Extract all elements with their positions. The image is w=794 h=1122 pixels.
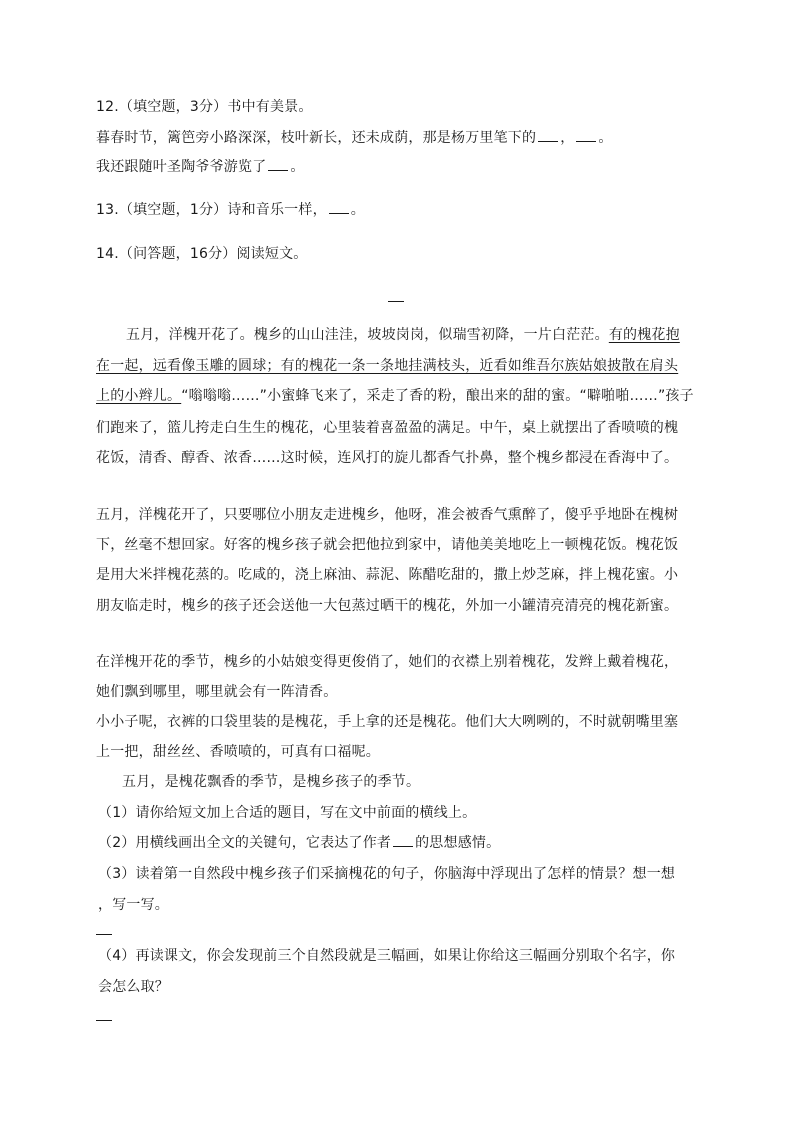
question-12-header: 12.（填空题，3分）书中有美景。	[96, 99, 313, 115]
passage-p1-line-1	[126, 325, 680, 345]
punctuation: ，	[560, 130, 575, 146]
answer-blank[interactable]	[268, 158, 288, 171]
passage-p4-line-1: 小小子呢，衣裤的口袋里装的是槐花，手上拿的还是槐花。他们大大咧咧的，不时就朝嘴里塞	[96, 714, 679, 730]
passage-p2-line-4: 朋友临走时，槐乡的孩子还会送他一大包蒸过晒干的槐花，外加一小罐清亮清亮的槐花新蜜。	[96, 598, 679, 614]
passage-p1-line-5: 花饭，清香、醇香、浓香……这时候，连风打的旋儿都香气扑鼻，整个槐乡都浸在香海中了。	[96, 450, 679, 466]
answer-blank[interactable]	[329, 201, 349, 214]
passage-p2-line-2: 下，丝毫不想回家。好客的槐乡孩子就会把他拉到家中，请他美美地吃上一顿槐花饭。槐花饭	[96, 537, 679, 553]
passage-p2-line-1: 五月，洋槐花开了，只要哪位小朋友走进槐乡，他呀，准会被香气熏醉了，傻乎乎地卧在槐树	[96, 507, 679, 523]
passage-p2-line-3: 是用大米拌槐花蒸的。吃咸的，浇上麻油、蒜泥、陈醋吃甜的，撒上炒芝麻，拌上槐花蜜。小	[96, 567, 679, 583]
passage-text: 五月，洋槐开花了。槐乡的山山洼洼，坡坡岗岗，似瑞雪初降，一片白茫茫。	[126, 327, 609, 343]
sub-question-3-line-2: ，写一写。	[98, 897, 169, 913]
question-14-header: 14.（问答题，16分）阅读短文。	[96, 246, 308, 262]
underlined-sentence: 有的槐花抱	[608, 327, 680, 343]
question-12-line-2-text: 我还跟随叶圣陶爷爷游览了	[96, 159, 267, 175]
answer-blank[interactable]	[538, 129, 558, 142]
sub-question-1: （1）请你给短文加上合适的题目，写在文中前面的横线上。	[98, 805, 477, 821]
answer-blank[interactable]	[576, 129, 596, 142]
sub-question-2-text: （2）用横线画出全文的关键句，它表达了作者	[98, 835, 392, 851]
punctuation: 。	[350, 202, 365, 218]
passage-text: “嗡嗡嗡……”小蜜蜂飞来了，采走了香的粉，酿出来的甜的蜜。“噼啪啪……”孩子	[181, 388, 694, 404]
answer-blank[interactable]	[393, 834, 413, 847]
title-blank[interactable]	[388, 301, 404, 302]
sub-question-2-text-end: 的思想感情。	[415, 835, 501, 851]
sub-question-3-line-1: （3）读着第一自然段中槐乡孩子们采摘槐花的句子，你脑海中浮现出了怎样的情景？想一想	[98, 866, 676, 882]
passage-p1-line-4: 们跑来了，篮儿挎走白生生的槐花，心里装着喜盈盈的满足。中午，桌上就摆出了香喷喷的槐	[96, 420, 679, 436]
passage-p4-line-2: 上一把，甜丝丝、香喷喷的，可真有口福呢。	[96, 744, 380, 760]
answer-blank-3[interactable]	[96, 934, 112, 935]
question-12-line-1	[96, 128, 613, 148]
sub-question-4-line-1: （4）再读课文，你会发现前三个自然段就是三幅画，如果让你给这三幅画分别取个名字，你	[98, 948, 676, 964]
punctuation: 。	[598, 130, 613, 146]
question-13-header	[96, 200, 365, 220]
underlined-sentence: 上的小辫儿。	[96, 388, 182, 404]
answer-blank-4[interactable]	[96, 1020, 112, 1021]
passage-p5-line-1: 五月，是槐花飘香的季节，是槐乡孩子的季节。	[122, 774, 421, 790]
question-12-line-1-text: 暮春时节，篱笆旁小路深深，枝叶新长，还未成荫，那是杨万里笔下的	[96, 130, 537, 146]
question-12-line-2	[96, 157, 305, 177]
question-13-text: 13.（填空题，1分）诗和音乐一样，	[96, 202, 327, 218]
passage-p1-line-3	[96, 386, 694, 406]
punctuation: 。	[290, 159, 305, 175]
underlined-sentence: 在一起，远看像玉雕的圆球；有的槐花一条一条地挂满枝头，近看如维吾尔族姑娘披散在肩头	[96, 358, 679, 374]
passage-p3-line-2: 她们飘到哪里，哪里就会有一阵清香。	[96, 684, 338, 700]
sub-question-2	[98, 833, 500, 853]
passage-p3-line-1: 在洋槐开花的季节，槐乡的小姑娘变得更俊俏了，她们的衣襟上别着槐花，发辫上戴着槐花，	[96, 654, 679, 670]
sub-question-4-line-2: 会怎么取？	[98, 979, 169, 995]
passage-p1-line-2	[96, 356, 678, 376]
